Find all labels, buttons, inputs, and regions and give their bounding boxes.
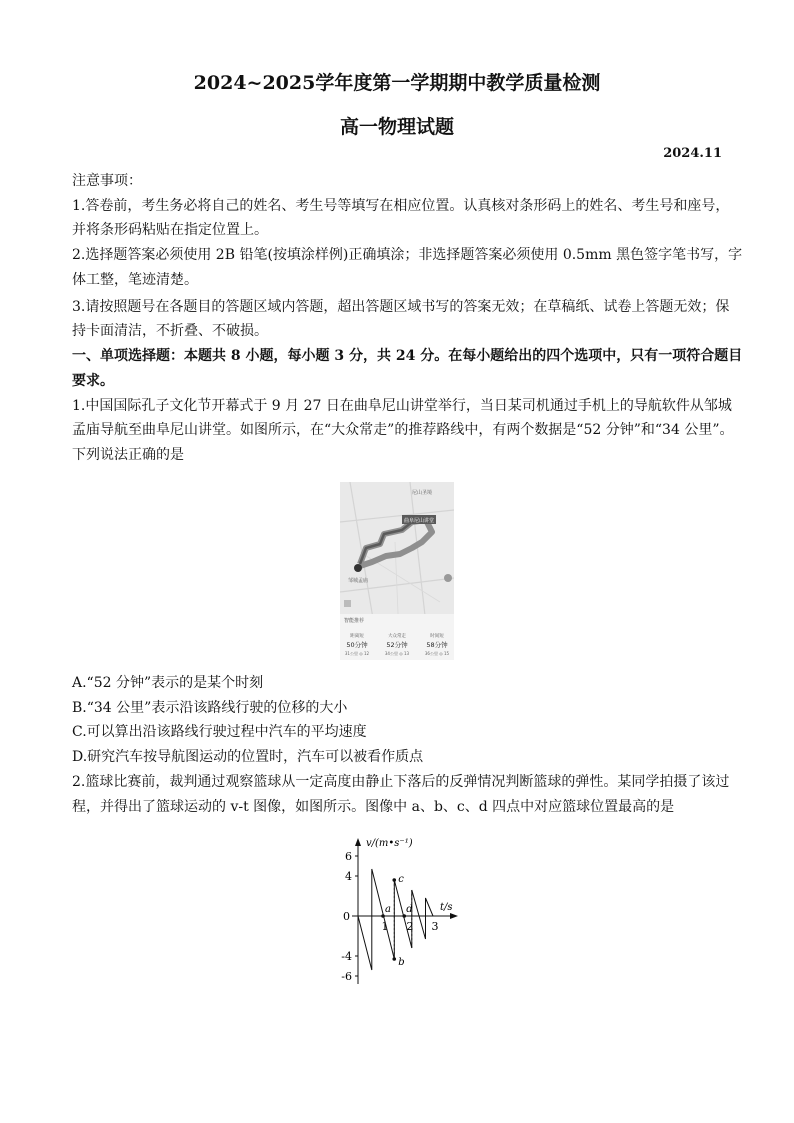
- navigation-map-figure: [340, 482, 454, 660]
- notice-line: 体工整，笔迹清楚。: [72, 272, 198, 288]
- y-axis-label: v/(m•s⁻¹): [366, 838, 413, 849]
- notice-line: 2.选择题答案必须使用 2B 铅笔(按填涂样例)正确填涂；非选择题答案必须使用 0.5mm 黑色签字笔书写，字: [72, 247, 743, 263]
- point-c: [392, 878, 396, 882]
- x-tick-label: 1: [381, 920, 389, 933]
- point-label-c: c: [398, 874, 404, 885]
- route-detail: 34公里 ◎ 13: [384, 651, 410, 656]
- q2-stem: 程，并得出了篮球运动的 v-t 图像，如图所示。图像中 a、b、c、d 四点中对应篮球位置最高的是: [72, 799, 675, 815]
- y-tick-label: 6: [345, 850, 352, 863]
- q1-stem: 1.中国国际孔子文化节开幕式于 9 月 27 日在曲阜尼山讲堂举行，当日某司机通过手机上的导航软件从邹城: [72, 398, 732, 414]
- section-heading: 一、单项选择题：本题共 8 小题，每小题 3 分，共 24 分。在每小题给出的四个选项中，只有一项符合题目: [72, 348, 743, 364]
- map-start-label: 邹城孟庙: [347, 578, 369, 584]
- route-detail: 36公里 ◎ 15: [424, 651, 450, 656]
- q2-stem: 2.篮球比赛前，裁判通过观察篮球从一定高度由静止下落后的反弹情况判断篮球的弹性。某同学拍摄了该过: [72, 774, 730, 790]
- route-name: 大众常走: [388, 634, 406, 639]
- vt-graph-figure: [328, 834, 478, 994]
- y-tick-label: -6: [341, 970, 352, 983]
- y-tick-label: -4: [341, 950, 352, 963]
- point-label-b: b: [398, 957, 405, 968]
- q1-option-c: C.可以算出沿该路线行驶过程中汽车的平均速度: [72, 724, 367, 740]
- map-route-label: 智能推荐: [344, 618, 365, 624]
- exam-subtitle: 高一物理试题: [339, 116, 454, 138]
- map-top-label: 尼山圣境: [411, 490, 433, 496]
- route-time: 52分钟: [386, 641, 408, 649]
- point-label-d: d: [406, 904, 413, 915]
- notice-heading: 注意事项：: [72, 173, 142, 189]
- q1-option-b: B.“34 公里”表示沿该路线行驶的位移的大小: [72, 700, 348, 716]
- y-tick-label: 4: [345, 870, 352, 883]
- origin-label: 0: [343, 910, 350, 923]
- route-name: 距离短: [350, 634, 364, 639]
- point-b: [392, 957, 396, 961]
- map-destination-tag: 曲阜尼山讲堂: [403, 518, 435, 524]
- point-label-a: a: [385, 904, 391, 915]
- exam-title: 2024~2025学年度第一学期期中教学质量检测: [193, 72, 601, 94]
- x-axis-arrow: [450, 913, 458, 919]
- route-name: 时间短: [430, 634, 444, 639]
- y-axis-arrow: [355, 838, 361, 846]
- x-tick-label: 2: [406, 920, 414, 933]
- notice-line: 3.请按照题号在各题目的答题区域内答题，超出答题区域书写的答案无效；在草稿纸、试卷上答题无效；保: [72, 299, 730, 315]
- q1-stem: 下列说法正确的是: [72, 447, 184, 463]
- notice-line: 持卡面清洁，不折叠、不破损。: [72, 323, 268, 339]
- section-heading: 要求。: [72, 373, 114, 389]
- x-tick-label: 3: [431, 920, 439, 933]
- notice-line: 并将条形码粘贴在指定位置上。: [72, 222, 268, 238]
- route-time: 50分钟: [346, 641, 368, 649]
- route-time: 58分钟: [426, 641, 448, 649]
- exam-date: 2024.11: [663, 146, 722, 161]
- notice-line: 1.答卷前，考生务必将自己的姓名、考生号等填写在相应位置。认真核对条形码上的姓名、考生号和座号，: [72, 198, 730, 214]
- q1-option-d: D.研究汽车按导航图运动的位置时，汽车可以被看作质点: [72, 749, 424, 765]
- q1-stem: 孟庙导航至曲阜尼山讲堂。如图所示，在“大众常走”的推荐路线中，有两个数据是“52 分钟”和“34 公里”。: [72, 422, 734, 438]
- x-axis-label: t/s: [440, 902, 453, 913]
- route-detail: 31公里 ◎ 12: [344, 651, 370, 656]
- q1-option-a: A.“52 分钟”表示的是某个时刻: [72, 675, 264, 691]
- velocity-line: [358, 869, 433, 970]
